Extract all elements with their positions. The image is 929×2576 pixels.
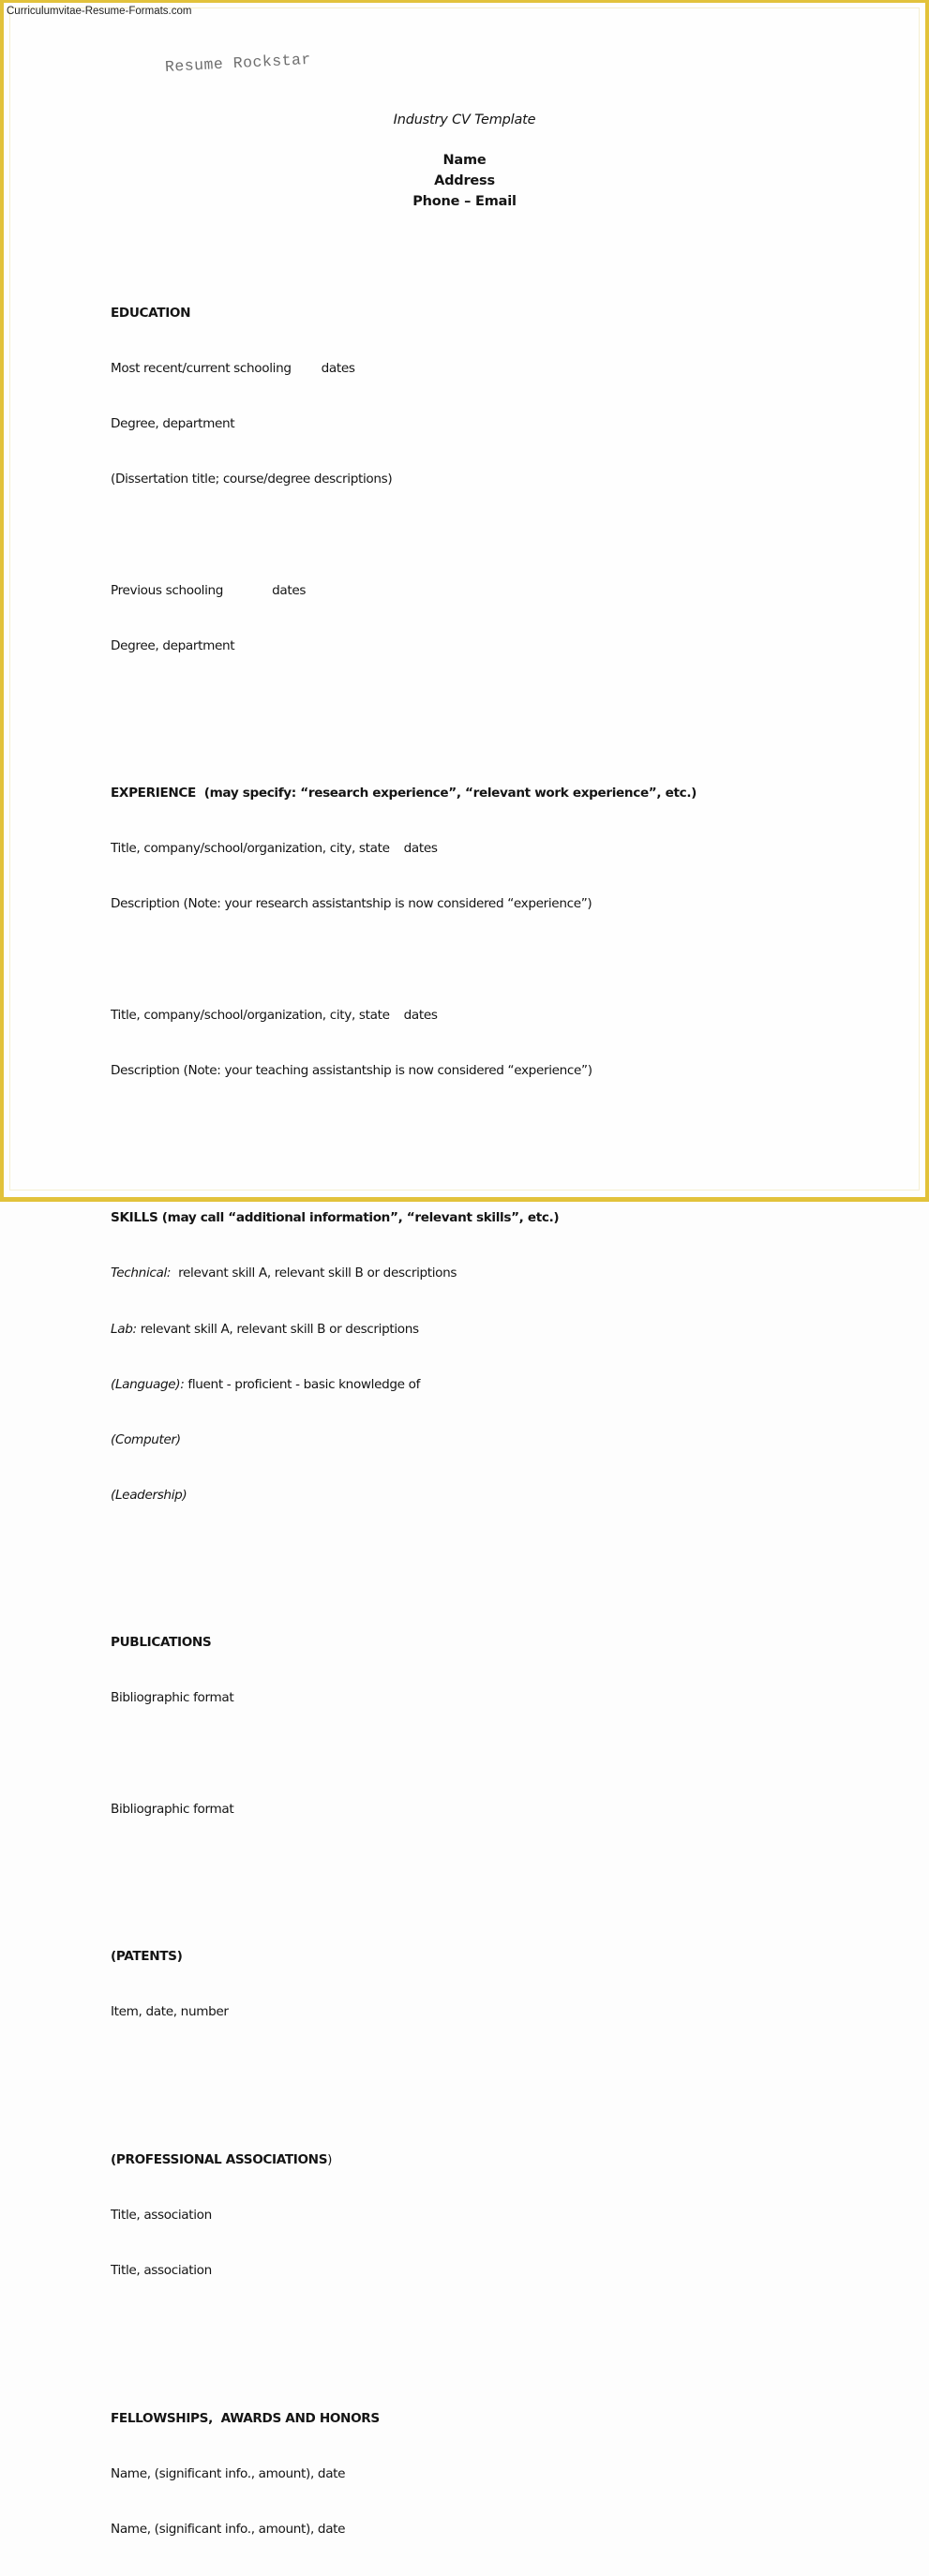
skill-computer (111, 1431, 697, 1450)
template-title: Industry CV Template (393, 112, 536, 127)
skill-lab-label: Lab: (111, 1321, 137, 1337)
experience-heading: EXPERIENCE (may specify: “research experience”, “relevant work experience”, etc.) (111, 786, 697, 801)
fellowships-heading: FELLOWSHIPS, AWARDS AND HONORS (111, 2410, 380, 2426)
skill-technical (111, 1265, 697, 1283)
education-entry-1-school: Most recent/current schooling (111, 361, 292, 377)
association-item: Title, association (111, 2208, 212, 2224)
skill-technical-label: Technical: (111, 1266, 172, 1281)
skill-computer-label: (Computer) (111, 1431, 181, 1447)
skill-language (111, 1376, 697, 1395)
education-entry-1-description: (Dissertation title; course/degree descriptions) (111, 472, 393, 487)
publications-heading: PUBLICATIONS (111, 1635, 212, 1651)
contact-phone-email: Phone – Email (412, 193, 517, 209)
skill-language-text: fluent - proficient - basic knowledge of (184, 1376, 421, 1392)
experience-entry-1-title-line (111, 840, 697, 859)
experience-entry-1-dates: dates (403, 841, 438, 857)
education-heading: EDUCATION (111, 306, 191, 322)
patents-heading: (PATENTS) (111, 1949, 183, 1965)
associations-heading: (PROFESSIONAL ASSOCIATIONS (111, 2151, 328, 2167)
skill-language-label: (Language): (111, 1376, 185, 1392)
contact-name: Name (442, 153, 487, 168)
experience-entry-2-title-line (111, 1007, 697, 1026)
skill-lab-text: relevant skill A, relevant skill B or descriptions (136, 1321, 419, 1337)
education-entry-2-degree: Degree, department (111, 637, 235, 653)
education-entry-1-degree: Degree, department (111, 416, 235, 432)
fellowship-item: Name, (significant info., amount), date (111, 2465, 346, 2481)
association-item: Title, association (111, 2263, 212, 2279)
contact-block (0, 151, 929, 212)
experience-entry-1-description: Description (Note: your research assistantship is now considered “experience”) (111, 896, 592, 912)
experience-entry-1-title: Title, company/school/organization, city, state (111, 841, 390, 857)
spacer (111, 2059, 697, 2077)
skill-lab (111, 1321, 697, 1340)
patent-item: Item, date, number (111, 2004, 229, 2020)
spacer (111, 2317, 697, 2336)
resume-rockstar-logo: Resume Rockstar (164, 50, 312, 76)
contact-address: Address (434, 172, 495, 188)
fellowship-item: Name, (significant info., amount), date (111, 2521, 346, 2537)
skill-leadership (111, 1487, 697, 1505)
experience-entry-2-description: Description (Note: your teaching assistantship is now considered “experience”) (111, 1062, 592, 1078)
spacer (111, 1745, 697, 1764)
education-entry-2-school: Previous schooling (111, 582, 224, 598)
education-entry-2-school-line (111, 582, 697, 601)
skill-leadership-label: (Leadership) (111, 1487, 187, 1503)
associations-heading-close: ) (327, 2151, 333, 2167)
education-entry-1-dates: dates (321, 361, 355, 377)
site-label: Curriculumvitae-Resume-Formats.com (7, 6, 192, 17)
experience-entry-2-title: Title, company/school/organization, city, state (111, 1007, 390, 1023)
associations-heading-line (111, 2151, 697, 2170)
skill-technical-text: relevant skill A, relevant skill B or descriptions (171, 1266, 457, 1281)
spacer (111, 1117, 697, 1136)
spacer (111, 693, 697, 711)
spacer (111, 1542, 697, 1561)
cv-body (111, 249, 697, 2576)
spacer (111, 526, 697, 545)
education-entry-2-dates: dates (272, 582, 307, 598)
publication-item: Bibliographic format (111, 1801, 234, 1817)
education-entry-1-school-line (111, 360, 697, 379)
publication-item: Bibliographic format (111, 1690, 234, 1706)
spacer (111, 951, 697, 970)
skills-heading: SKILLS (may call “additional information”, “relevant skills”, etc.) (111, 1210, 560, 1226)
experience-entry-2-dates: dates (403, 1007, 438, 1023)
spacer (111, 1856, 697, 1875)
